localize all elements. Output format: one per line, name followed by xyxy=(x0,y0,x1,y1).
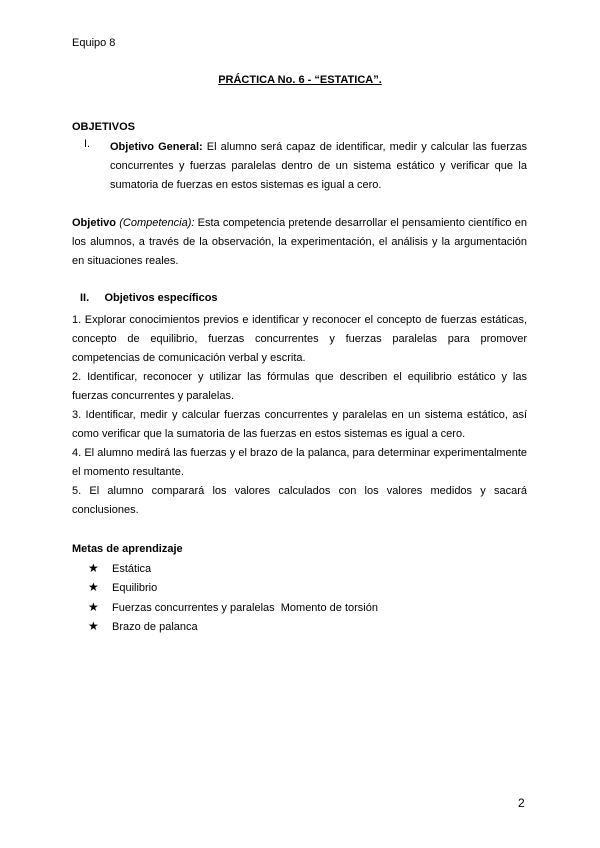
competencia-label: Objetivo xyxy=(72,217,117,229)
objetivos-heading: OBJETIVOS xyxy=(72,121,135,133)
objetivo-competencia xyxy=(72,214,527,271)
star-icon: ★ xyxy=(88,561,99,575)
star-icon: ★ xyxy=(88,580,99,595)
page-number: 2 xyxy=(518,796,525,810)
list-item xyxy=(88,598,378,617)
especifico-item: 3. Identificar, medir y calcular fuerzas concurrentes y paralelas en un sistema estático, así como verificar que la sumatoria de las fuerzas en estos sistemas es igual a cero. xyxy=(72,409,527,440)
objetivo-general-label: Objetivo General: xyxy=(110,141,203,153)
metas-heading: Metas de aprendizaje xyxy=(72,543,183,555)
especifico-item: 4. El alumno medirá las fuerzas y el brazo de la palanca, para determinar experimentalmente el momento resultante. xyxy=(72,447,527,478)
header-team: Equipo 8 xyxy=(72,37,116,49)
meta-label: Estática xyxy=(112,563,152,575)
metas-list xyxy=(88,559,378,636)
meta-label: Fuerzas concurrentes y paralelas Momento de torsión xyxy=(112,601,378,614)
star-icon: ★ xyxy=(88,599,99,614)
page-title: PRÁCTICA No. 6 - “ESTATICA”. xyxy=(218,74,382,86)
star-icon: ★ xyxy=(88,618,99,633)
list-item xyxy=(88,578,378,597)
list-item xyxy=(88,559,378,578)
meta-label: Equilibrio xyxy=(112,582,158,595)
especifico-item: 2. Identificar, reconocer y utilizar las fórmulas que describen el equilibrio estático y las fuerzas concurrentes y paralelas. xyxy=(72,371,527,402)
especificos-list xyxy=(72,311,527,520)
list-item xyxy=(88,617,378,636)
objetivo-general-text: El alumno será capaz de identificar, medir y calcular las fuerzas concurrentes y fuerzas paralelas dentro de un sistema estático y verificar que la sumatoria de fuerzas en estos sistemas es igual a cero. xyxy=(110,141,527,191)
especificos-title: Objetivos específicos xyxy=(104,292,218,304)
objetivo-general xyxy=(110,138,527,195)
especifico-item: 1. Explorar conocimientos previos e identificar y reconocer el concepto de fuerzas estáticas, concepto de equilibrio, fuerzas concurrentes y fuerzas paralelas para promover competencias de comunicación verbal y escrita. xyxy=(72,314,527,364)
competencia-text: Esta competencia pretende desarrollar el pensamiento científico en los alumnos, a través de la observación, la experimentación, el análisis y la argumentación en situaciones reales. xyxy=(72,217,527,267)
meta-label: Brazo de palanca xyxy=(112,620,198,633)
general-numeral: I. xyxy=(84,138,91,150)
especifico-item: 5. El alumno comparará los valores calculados con los valores medidos y sacará conclusiones. xyxy=(72,485,527,516)
especificos-numeral: II. xyxy=(80,292,90,304)
especificos-heading xyxy=(80,292,218,304)
competencia-italic: (Competencia): xyxy=(119,217,195,229)
